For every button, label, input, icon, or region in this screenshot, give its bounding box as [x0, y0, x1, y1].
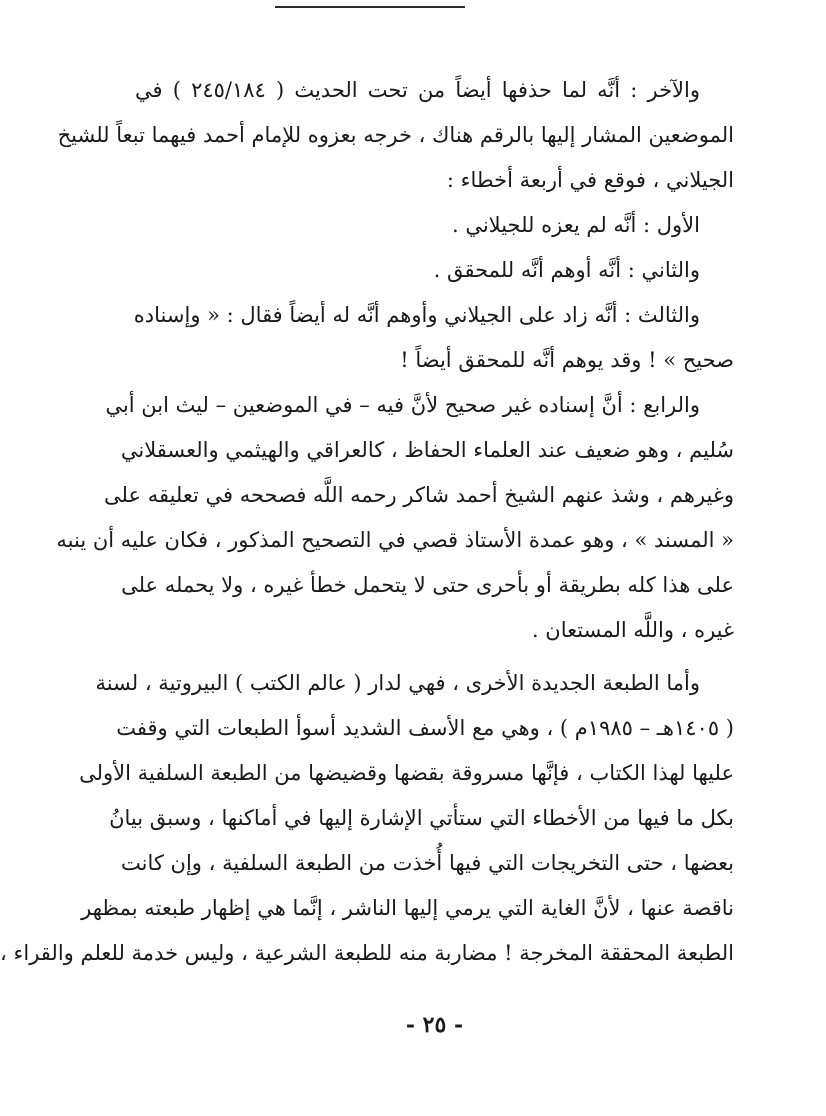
text-line: « المسند » ، وهو عمدة الأستاذ قصي في التصحيح المذكور ، فكان عليه أن ينبه	[56, 528, 734, 552]
text-line: الموضعين المشار إليها بالرقم هناك ، خرجه بعزوه للإمام أحمد فيهما تبعاً للشيخ	[57, 123, 734, 147]
top-rule	[275, 6, 465, 8]
page-number: - ٢٥ -	[405, 1012, 464, 1038]
text-line: والثالث : أنَّه زاد على الجيلاني وأوهم أنَّه له أيضاً فقال : « وإسناده	[133, 303, 700, 327]
text-line: الأول : أنَّه لم يعزه للجيلاني .	[451, 213, 700, 237]
text-line: غيره ، واللَّه المستعان .	[531, 618, 734, 642]
text-line: وغيرهم ، وشذ عنهم الشيخ أحمد شاكر رحمه اللَّه فصححه في تعليقه على	[104, 483, 734, 507]
text-line: ( ١٤٠٥هـ – ١٩٨٥م ) ، وهي مع الأسف الشديد أسوأ الطبعات التي وقفت	[116, 716, 734, 740]
text-line: والثاني : أنَّه أوهم أنَّه للمحقق .	[433, 258, 700, 282]
page-body	[0, 68, 734, 976]
text-line: على هذا كله بطريقة أو بأحرى حتى لا يتحمل خطأ غيره ، ولا يحمله على	[121, 573, 734, 597]
text-line: عليها لهذا الكتاب ، فإنَّها مسروقة بقضها وقضيضها من الطبعة السلفية الأولى	[79, 761, 734, 785]
text-line: وأما الطبعة الجديدة الأخرى ، فهي لدار ( عالم الكتب ) البيروتية ، لسنة	[95, 671, 700, 695]
text-line: الجيلاني ، فوقع في أربعة أخطاء :	[446, 168, 734, 192]
text-line: ناقصة عنها ، لأنَّ الغاية التي يرمي إليها الناشر ، إنَّما هي إظهار طبعته بمظهر	[81, 896, 734, 920]
text-line: والآخر : أنَّه لما حذفها أيضاً من تحت الحديث ( ٢٤٥/١٨٤ ) في	[135, 78, 701, 102]
text-line: صحيح » ! وقد يوهم أنَّه للمحقق أيضاً !	[400, 348, 734, 372]
text-line: والرابع : أنَّ إسناده غير صحيح لأنَّ فيه – في الموضعين – ليث ابن أبي	[105, 393, 700, 417]
paragraph-gap	[135, 653, 734, 661]
text-line: بعضها ، حتى التخريجات التي فيها أُخذت من الطبعة السلفية ، وإن كانت	[121, 851, 734, 875]
text-line: الطبعة المحققة المخرجة ! مضاربة منه للطبعة الشرعية ، وليس خدمة للعلم والقراء ،	[0, 941, 734, 965]
text-line: سُليم ، وهو ضعيف عند العلماء الحفاظ ، كالعراقي والهيثمي والعسقلاني	[120, 438, 734, 462]
text-line: بكل ما فيها من الأخطاء التي ستأتي الإشارة إليها في أماكنها ، وسبق بيانُ	[109, 806, 734, 830]
